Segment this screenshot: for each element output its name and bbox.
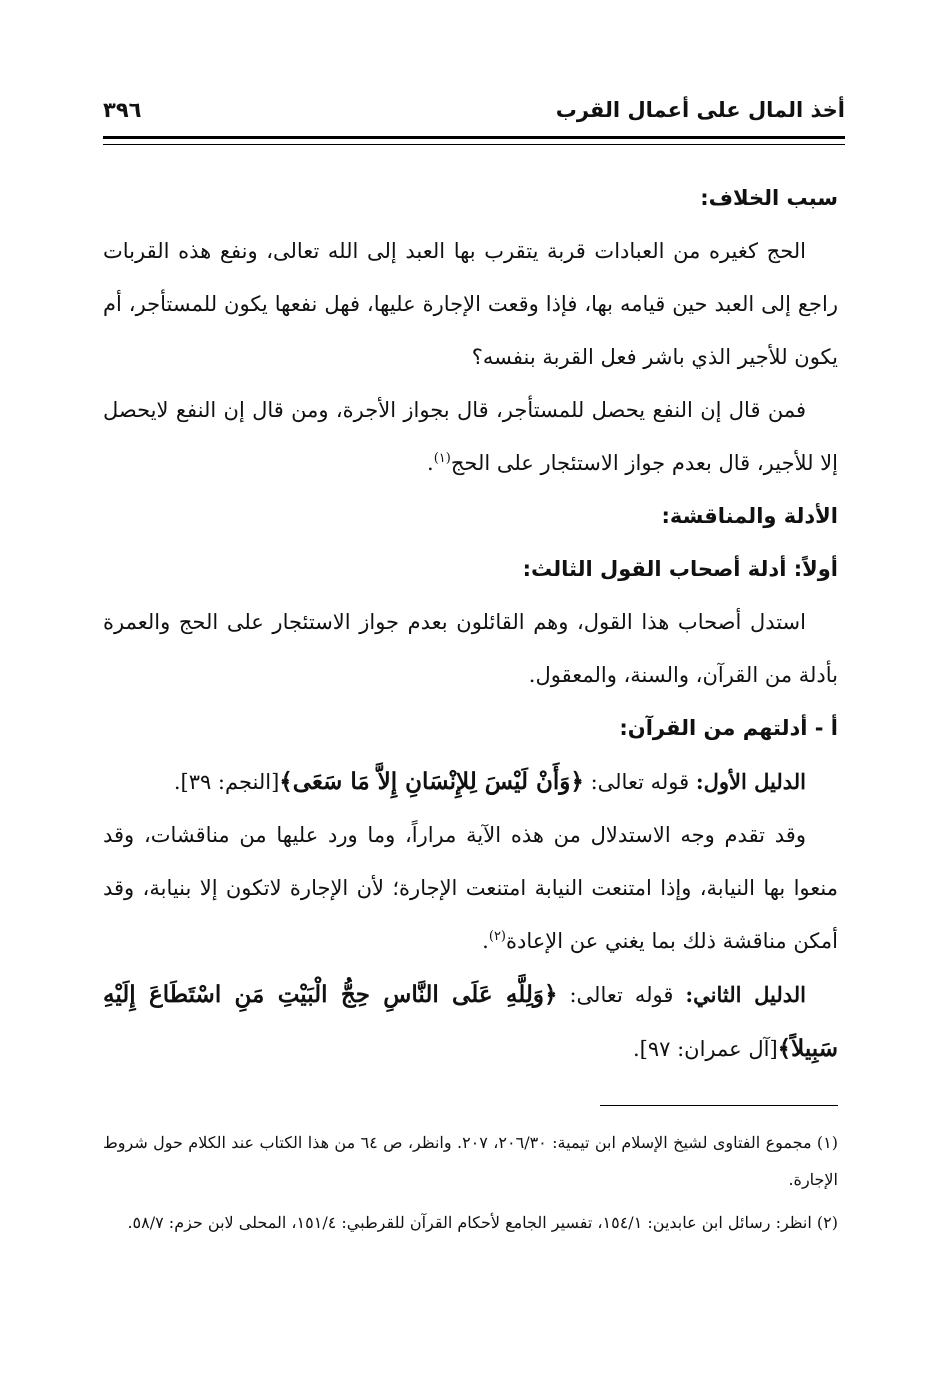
header-title: أخذ المال على أعمال القرب — [555, 98, 845, 122]
paragraph-end: . — [482, 929, 489, 953]
verse-reference: [آل عمران: ٩٧]. — [632, 1037, 778, 1061]
footnote-2: (٢) انظر: رسائل ابن عابدين: ١٥٤/١، تفسير الجامع لأحكام القرآن للقرطبي: ١٥١/٤، المحلى لابن حزم: ٥٨/٧. — [127, 1213, 838, 1232]
evidence-label: الدليل الأول: — [695, 769, 806, 794]
evidence-one — [103, 755, 838, 809]
evidence-label: الدليل الثاني: — [685, 982, 806, 1007]
paragraph: استدل أصحاب هذا القول، وهم القائلون بعدم جواز الاستئجار على الحج والعمرة بأدلة من القرآن، والسنة، والمعقول. — [103, 610, 838, 687]
evidence-intro: قوله تعالى: — [590, 770, 690, 794]
footnote-1: (١) مجموع الفتاوى لشيخ الإسلام ابن تيمية: ٢٠٦/٣٠، ٢٠٧. وانظر، ص ٦٤ من هذا الكتاب عند الكلام حول شروط الإجارة. — [103, 1133, 838, 1189]
footnote-ref: (٢) — [488, 929, 506, 944]
footnote-ref: (١) — [433, 451, 451, 466]
paragraph-text: فمن قال إن النفع يحصل للمستأجر، قال بجواز الأجرة، ومن قال إن النفع لايحصل إلا للأجير، قال بعدم جواز الاستئجار على الحج — [103, 398, 838, 475]
heading-quran: أ - أدلتهم من القرآن: — [619, 716, 838, 740]
verse-reference: [النجم: ٣٩]. — [173, 770, 280, 794]
quran-verse: ﴿وَأَنْ لَيْسَ لِلإِنْسَانِ إِلاَّ مَا سَعَى﴾ — [279, 768, 584, 795]
main-text — [103, 172, 838, 1076]
quran-verse: ﴿وَلِلَّهِ عَلَى النَّاسِ حِجُّ الْبَيْتِ مَنِ اسْتَطَاعَ إِلَيْهِ سَبِيلاً﴾ — [103, 981, 838, 1062]
footnote-separator — [600, 1105, 838, 1106]
heading-evidence: الأدلة والمناقشة: — [661, 504, 838, 528]
heading-reason: سبب الخلاف: — [700, 186, 838, 210]
page-number: ٣٩٦ — [103, 98, 142, 122]
paragraph — [103, 809, 838, 968]
evidence-intro: قوله تعالى: — [569, 983, 674, 1007]
footnotes — [103, 1124, 838, 1247]
paragraph: الحج كغيره من العبادات قربة يتقرب بها العبد إلى الله تعالى، ونفع هذه القربات راجع إلى العبد حين قيامه بها، فإذا وقعت الإجارة عليها، فهل نفعها يكون للمستأجر، أم يكون للأجير الذي باشر فعل القربة بنفسه؟ — [103, 239, 838, 369]
paragraph-text: وقد تقدم وجه الاستدلال من هذه الآية مراراً، وما ورد عليها من مناقشات، وقد منعوا بها النيابة، وإذا امتنعت النيابة امتنعت الإجارة؛ لأن الإجارة لاتكون إلا بنيابة، وقد أمكن مناقشة ذلك بما يغني عن الإعادة — [103, 823, 838, 953]
paragraph-end: . — [427, 451, 434, 475]
running-header — [103, 96, 845, 132]
heading-first: أولاً: أدلة أصحاب القول الثالث: — [522, 557, 838, 581]
header-rule-thin — [103, 144, 845, 145]
paragraph — [103, 384, 838, 490]
header-rule — [103, 136, 845, 139]
evidence-two — [103, 968, 838, 1076]
